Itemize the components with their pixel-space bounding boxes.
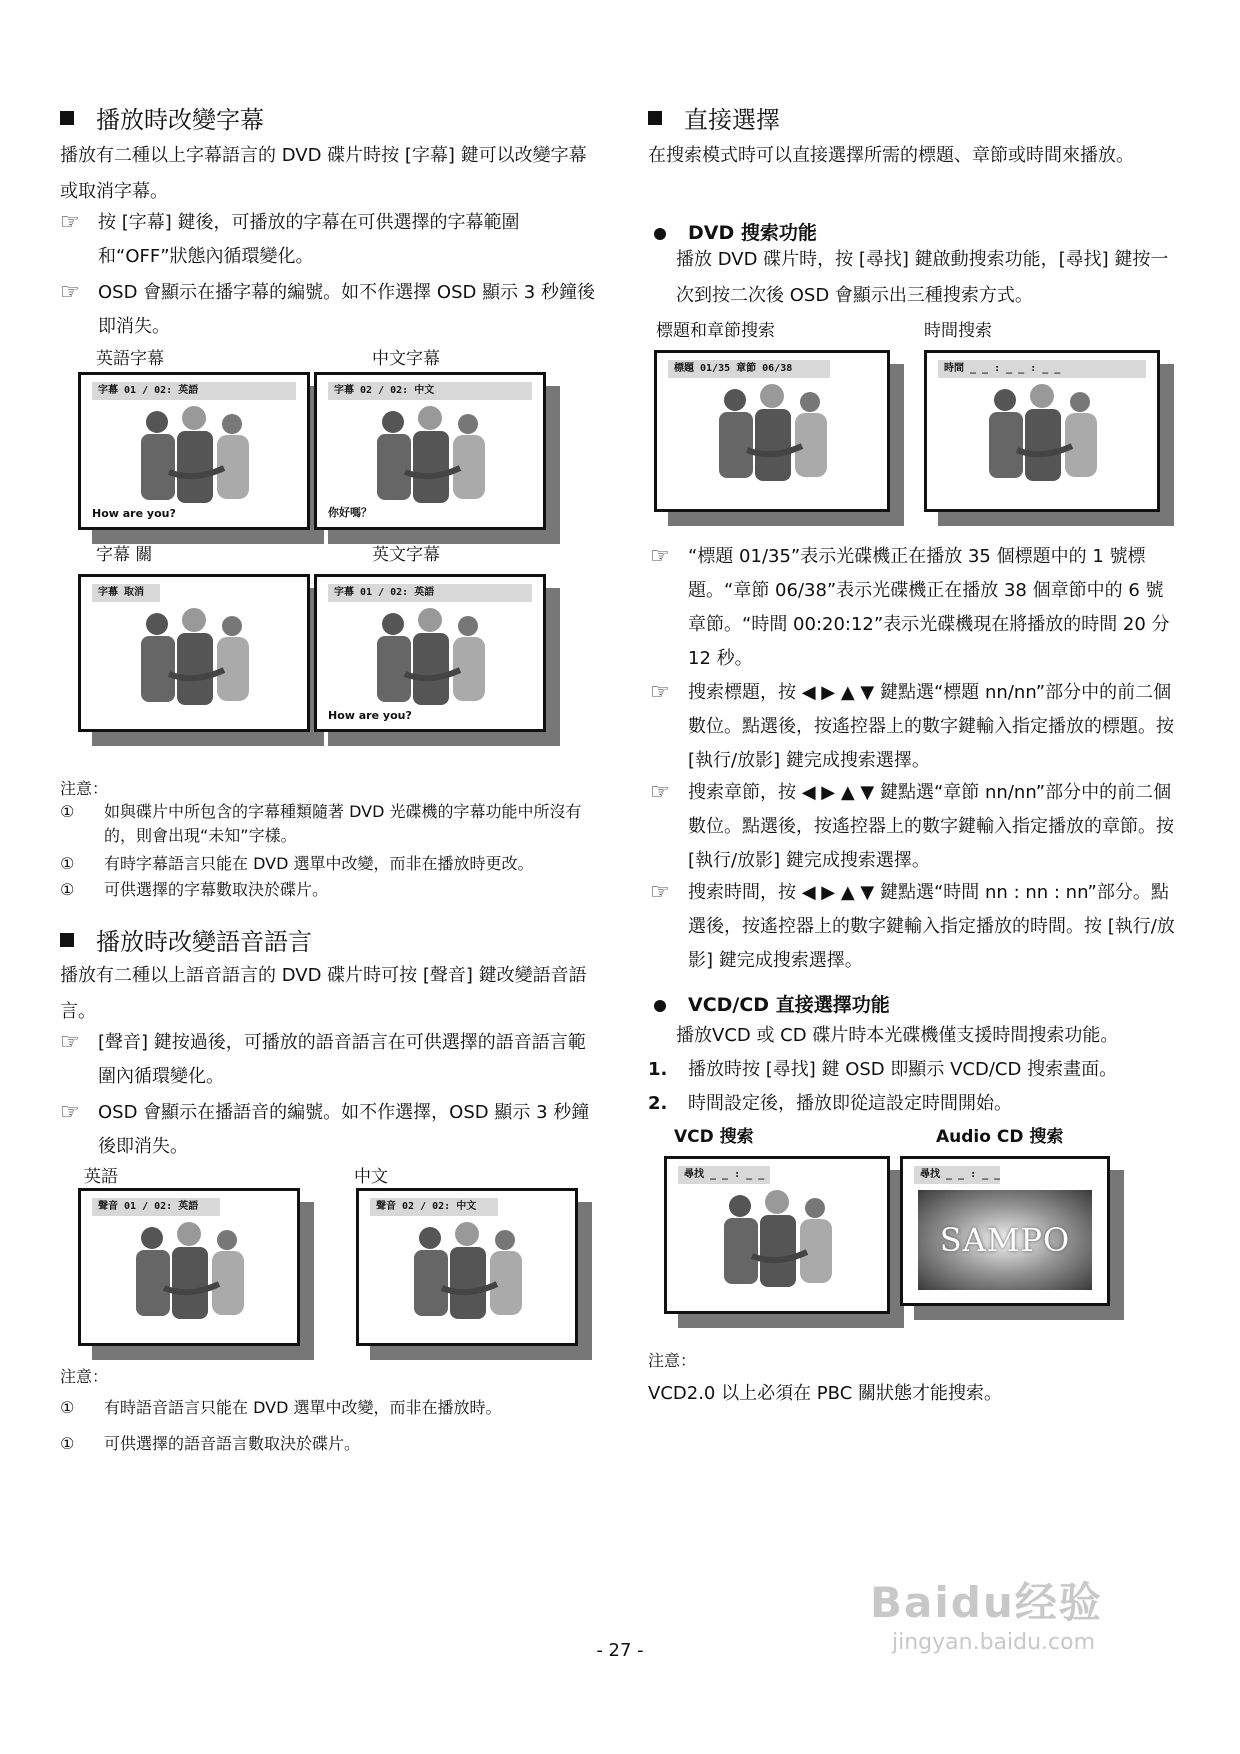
subtitle-bullet-2: ☞ OSD 會顯示在播字幕的編號。如不作選擇 OSD 顯示 3 秒鐘後即消失。	[98, 276, 598, 344]
note-heading: 注意：	[60, 779, 109, 798]
screen-caption: 英語	[84, 1167, 118, 1187]
screen-caption: 標題和章節搜索	[656, 321, 775, 341]
baidu-watermark	[870, 1570, 1103, 1655]
pointing-hand-icon: ☞	[60, 280, 80, 305]
screen-caption: 中文字幕	[372, 349, 440, 369]
tv-screen	[356, 1188, 578, 1346]
osd-bar: 尋找 _ _ : _ _	[914, 1166, 1000, 1184]
vcd-step-1: 1. 播放時按 [尋找] 鍵 OSD 即顯示 VCD/CD 搜索畫面。	[648, 1059, 1118, 1080]
watermark-url: jingyan.baidu.com	[892, 1630, 1096, 1655]
vcd-search-heading: VCD/CD 直接選擇功能	[654, 990, 890, 1017]
tv-screen	[314, 574, 546, 732]
screen-caption: 英文字幕	[372, 545, 440, 565]
square-bullet-icon	[648, 111, 662, 125]
sampo-logo: SAMPO	[939, 1221, 1071, 1259]
tv-screen	[78, 1188, 300, 1346]
business-people-image	[392, 1218, 542, 1328]
dvd-search-heading: DVD 搜索功能	[654, 218, 817, 245]
screen-caption: 時間搜索	[924, 321, 992, 341]
tv-screen	[924, 350, 1160, 512]
tv-screen	[78, 574, 310, 732]
osd-bar: 字幕 取消	[92, 584, 160, 602]
subtitle-bullet-1: ☞ 按 [字幕] 鍵後，可播放的字幕在可供選擇的字幕範圍和“OFF”狀態內循環變化。	[98, 206, 598, 274]
osd-bar: 時間 _ _ : _ _ : _ _	[938, 360, 1146, 378]
screen-caption: VCD 搜索	[674, 1127, 754, 1147]
circled-one-icon: ①	[60, 1398, 75, 1417]
tv-screen	[654, 350, 890, 512]
dvd-bullet-1: ☞ “標題 01/35”表示光碟機正在播放 35 個標題中的 1 號標題。“章節 06/38”表示光碟機正在播放 38 個章節中的 6 號章節。“時間 00:20:12”表示光碟機現在將播放的時間 20 分 12 秒。	[688, 540, 1178, 676]
screen-caption: 字幕 關	[96, 545, 153, 565]
subtitle-intro: 播放有二種以上字幕語言的 DVD 碟片時按 [字幕] 鍵可以改變字幕或取消字幕。	[60, 145, 587, 202]
vcd-note: VCD2.0 以上必須在 PBC 關狀態才能搜索。	[648, 1383, 1002, 1404]
audio-intro: 播放有二種以上語音語言的 DVD 碟片時可按 [聲音] 鍵改變語音語言。	[60, 965, 587, 1022]
dvd-bullet-4: ☞ 搜索時間，按 ◀ ▶ ▲ ▼ 鍵點選“時間 nn : nn : nn”部分。點選後，按遙控器上的數字鍵輸入指定播放的時間。按 [執行/放影] 鍵完成搜索選擇。	[688, 876, 1178, 978]
circled-one-icon: ①	[60, 854, 75, 873]
dvd-bullet-2: ☞ 搜索標題，按 ◀ ▶ ▲ ▼ 鍵點選“標題 nn/nn”部分中的前二個數位。點選後，按遙控器上的數字鍵輸入指定播放的標題。按 [執行/放影] 鍵完成搜索選擇。	[688, 676, 1178, 778]
business-people-image	[697, 380, 847, 490]
business-people-image	[355, 402, 505, 512]
dvd-search-text: 播放 DVD 碟片時，按 [尋找] 鍵啟動搜索功能，[尋找] 鍵按一次到按二次後 OSD 會顯示出三種搜索方式。	[676, 249, 1169, 306]
subtitle-text: 你好嗎？	[328, 506, 372, 519]
section-heading-audio: 播放時改變語音語言	[60, 922, 312, 957]
tv-screen	[78, 372, 310, 530]
square-bullet-icon	[60, 111, 74, 125]
pointing-hand-icon: ☞	[650, 880, 670, 905]
tv-screen	[664, 1156, 890, 1314]
note-item: ① 可供選擇的字幕數取決於碟片。	[104, 878, 594, 902]
circled-one-icon: ①	[60, 880, 75, 899]
subtitle-text: How are you?	[328, 709, 412, 722]
screen-caption: Audio CD 搜索	[936, 1127, 1064, 1147]
note-item: ① 如與碟片中所包含的字幕種類隨著 DVD 光碟機的字幕功能中所沒有的，則會出現“未知”字樣。	[60, 802, 582, 845]
note-item: ① 有時語音語言只能在 DVD 選單中改變，而非在播放時。	[104, 1396, 594, 1420]
note-item: ① 有時字幕語言只能在 DVD 選單中改變，而非在播放時更改。	[104, 852, 594, 876]
business-people-image	[355, 604, 505, 714]
circled-one-icon: ①	[60, 802, 75, 821]
section-heading-subtitle: 播放時改變字幕	[60, 100, 264, 135]
circled-one-icon: ①	[60, 1434, 75, 1453]
watermark-brand: Baidu经验	[870, 1578, 1103, 1627]
pointing-hand-icon: ☞	[60, 1100, 80, 1125]
screen-caption: 中文	[354, 1167, 388, 1187]
audio-bullet-1: ☞ [聲音] 鍵按過後，可播放的語音語言在可供選擇的語音語言範圍內循環變化。	[98, 1026, 598, 1094]
sampo-logo-splash	[918, 1190, 1092, 1290]
osd-bar: 字幕 01 / 02: 英語	[328, 584, 532, 602]
osd-bar: 字幕 01 / 02: 英語	[92, 382, 296, 400]
pointing-hand-icon: ☞	[650, 544, 670, 569]
osd-bar: 聲音 02 / 02: 中文	[370, 1198, 498, 1216]
tv-screen	[900, 1156, 1110, 1306]
vcd-step-2: 2. 時間設定後，播放即從這設定時間開始。	[648, 1093, 1012, 1114]
pointing-hand-icon: ☞	[60, 1030, 80, 1055]
audio-bullet-2: ☞ OSD 會顯示在播語音的編號。如不作選擇，OSD 顯示 3 秒鐘後即消失。	[98, 1096, 598, 1164]
business-people-image	[119, 604, 269, 714]
screen-caption: 英語字幕	[96, 349, 164, 369]
pointing-hand-icon: ☞	[60, 210, 80, 235]
note-heading: 注意：	[60, 1367, 109, 1386]
round-bullet-icon	[654, 228, 666, 240]
round-bullet-icon	[654, 1000, 666, 1012]
subtitle-text: How are you?	[92, 507, 176, 520]
square-bullet-icon	[60, 933, 74, 947]
pointing-hand-icon: ☞	[650, 680, 670, 705]
note-heading: 注意：	[648, 1351, 697, 1370]
tv-screen	[314, 372, 546, 530]
osd-bar: 標題 01/35 章節 06/38	[668, 360, 830, 378]
page-number: - 27 -	[596, 1640, 644, 1661]
business-people-image	[119, 402, 269, 512]
business-people-image	[114, 1218, 264, 1328]
business-people-image	[702, 1186, 852, 1296]
dvd-bullet-3: ☞ 搜索章節，按 ◀ ▶ ▲ ▼ 鍵點選“章節 nn/nn”部分中的前二個數位。點選後，按遙控器上的數字鍵輸入指定播放的章節。按 [執行/放影] 鍵完成搜索選擇。	[688, 776, 1178, 878]
section-heading-direct-select: 直接選擇	[648, 100, 780, 135]
business-people-image	[967, 380, 1117, 490]
pointing-hand-icon: ☞	[650, 780, 670, 805]
vcd-search-text: 播放VCD 或 CD 碟片時本光碟機僅支援時間搜索功能。	[676, 1025, 1119, 1046]
osd-bar: 尋找 _ _ : _ _	[678, 1166, 770, 1184]
osd-bar: 聲音 01 / 02: 英語	[92, 1198, 220, 1216]
note-item: ① 可供選擇的語音語言數取決於碟片。	[104, 1432, 594, 1456]
direct-select-intro: 在搜索模式時可以直接選擇所需的標題、章節或時間來播放。	[648, 145, 1134, 166]
osd-bar: 字幕 02 / 02: 中文	[328, 382, 532, 400]
